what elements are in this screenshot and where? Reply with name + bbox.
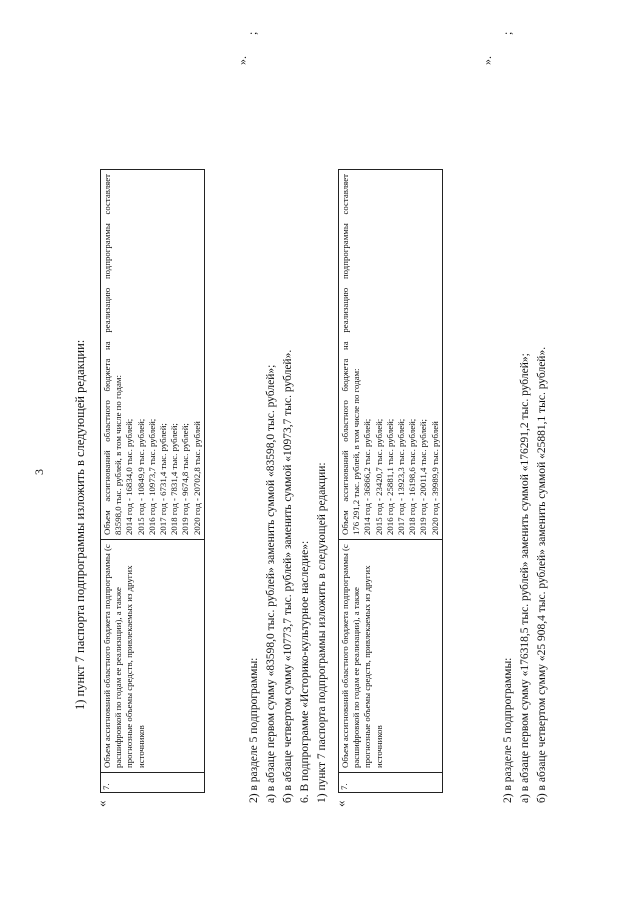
close-quote-1: ». <box>235 56 249 65</box>
value-line: 2018 год - 7831,4 тыс. рублей; <box>169 423 180 535</box>
budget-table-2 <box>338 169 443 793</box>
open-quote-1: « <box>94 800 109 807</box>
close-quote-2: ». <box>480 56 494 65</box>
value-line: 2017 год - 13923,3 тыс. рублей; <box>396 418 407 535</box>
table-row <box>339 170 443 793</box>
table-row <box>101 170 205 793</box>
end-line-3: б) в абзаце четвертом сумму «25 908,4 тыс. рублей» заменить суммой «25881,1 тыс. рублей». <box>536 346 548 803</box>
word: на <box>102 341 112 350</box>
mid-line-2: а) в абзаце первом сумму «83598,0 тыс. рублей» заменить суммой «83598,0 тыс. рублей»; <box>265 364 277 803</box>
row-description: Объем ассигнований областного бюджета подпрограммы (с расшифровкой по годам ее реализации), а также прогнозные объемы средств, привлекаемых из других источников <box>339 540 443 773</box>
value-line: 2016 год - 25881,1 тыс. рублей; <box>384 418 395 535</box>
word: Объем <box>102 510 112 535</box>
word: Объем <box>340 510 350 535</box>
value-line: 2020 год - 39989,9 тыс. рублей <box>429 421 440 535</box>
word: составляет <box>102 174 112 215</box>
value-line: 2020 год - 20702,8 тыс. рублей <box>191 421 202 535</box>
mid-line-4: 6. В подпрограмме «Историко-культурное наследие»: <box>299 540 311 803</box>
value-line: 2015 год - 10849,9 тыс. рублей; <box>135 418 146 535</box>
value-line: 2014 год - 36866,2 тыс. рублей; <box>362 418 373 535</box>
value-line: 2014 год - 16834,0 тыс. рублей; <box>124 418 135 535</box>
value-line: 2018 год - 16198,6 тыс. рублей; <box>407 418 418 535</box>
value-line: 2019 год - 9674,8 тыс. рублей; <box>180 423 191 535</box>
mid-line-1: 2) в разделе 5 подпрограммы: <box>248 657 260 803</box>
row-number: 7. <box>101 773 205 793</box>
end-line-1: 2) в разделе 5 подпрограммы: <box>502 657 514 803</box>
word: подпрограммы <box>340 223 350 280</box>
word: подпрограммы <box>102 223 112 280</box>
open-quote-2: « <box>333 800 348 807</box>
intro-line-1: 1) пункт 7 паспорта подпрограммы изложить в следующей редакции: <box>73 339 87 710</box>
word: реализацию <box>102 287 112 333</box>
word: ассигнований <box>102 450 112 502</box>
row-values <box>101 170 205 540</box>
word: реализацию <box>340 287 350 333</box>
word: бюджета <box>340 358 350 392</box>
close-quote-mark-1: ; <box>245 31 259 35</box>
value-line: 2015 год - 23420,7 тыс. рублей; <box>373 418 384 535</box>
end-line-2: а) в абзаце первом сумму «176318,5 тыс. рублей» заменить суммой «176291,2 тыс. рублей»; <box>519 353 531 803</box>
word: областного <box>102 400 112 442</box>
first-line <box>102 174 113 535</box>
first-line <box>340 174 351 535</box>
mid-line-3: б) в абзаце четвертом сумму «10773,7 тыс. рублей» заменить суммой «10973,7 тыс. рублей». <box>282 349 294 803</box>
value-line: 83598,0 тыс. рублей, в том числе по годам: <box>113 375 124 535</box>
page-number: 3 <box>32 469 46 475</box>
word: областного <box>340 400 350 442</box>
budget-table-1 <box>100 169 205 793</box>
word: на <box>340 341 350 350</box>
word: бюджета <box>102 358 112 392</box>
row-number: 7. <box>339 773 443 793</box>
value-line: 2016 год - 10973,7 тыс. рублей; <box>146 418 157 535</box>
word: ассигнований <box>340 450 350 502</box>
word: составляет <box>340 174 350 215</box>
value-line: 2017 год - 6731,4 тыс. рублей; <box>158 423 169 535</box>
row-values <box>339 170 443 540</box>
value-line: 176 291,2 тыс. рублей, в том числе по годам: <box>351 368 362 535</box>
row-description: Объем ассигнований областного бюджета подпрограммы (с расшифровкой по годам ее реализации), а также прогнозные объемы средств, привлекаемых из других источников <box>101 540 205 773</box>
close-quote-mark-2: ; <box>500 31 514 35</box>
value-line: 2019 год - 20011,4 тыс. рублей; <box>418 419 429 535</box>
mid-line-5: 1) пункт 7 паспорта подпрограммы изложить в следующей редакции: <box>316 462 328 803</box>
